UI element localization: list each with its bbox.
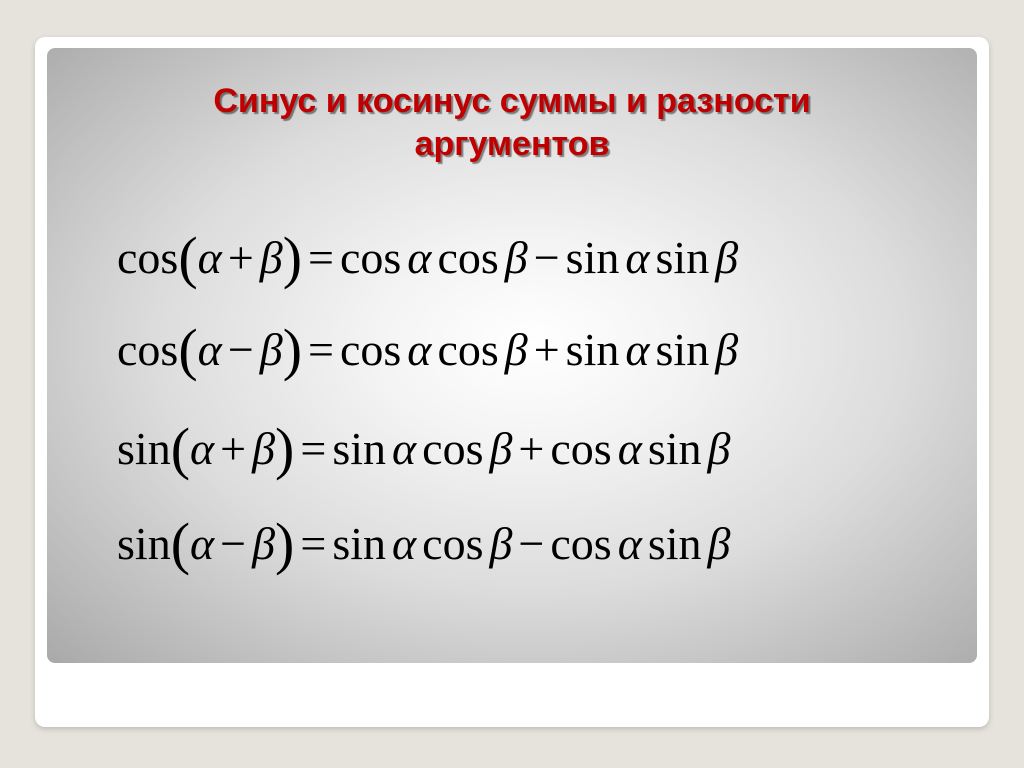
title-line-1: Синус и косинус суммы и разности [213, 82, 811, 120]
formula-sin-sum: sin(α + β) = sin α cos β + cos α sin β [117, 416, 731, 481]
formula-cos-difference: cos(α − β) = cos α cos β + sin α sin β [117, 317, 739, 382]
slide-title [47, 80, 977, 166]
title-line-2: аргументов [414, 125, 610, 163]
formula-cos-sum: cos(α + β) = cos α cos β − sin α sin β [117, 225, 739, 290]
formula-sin-difference: sin(α − β) = sin α cos β − cos α sin β [117, 511, 731, 576]
